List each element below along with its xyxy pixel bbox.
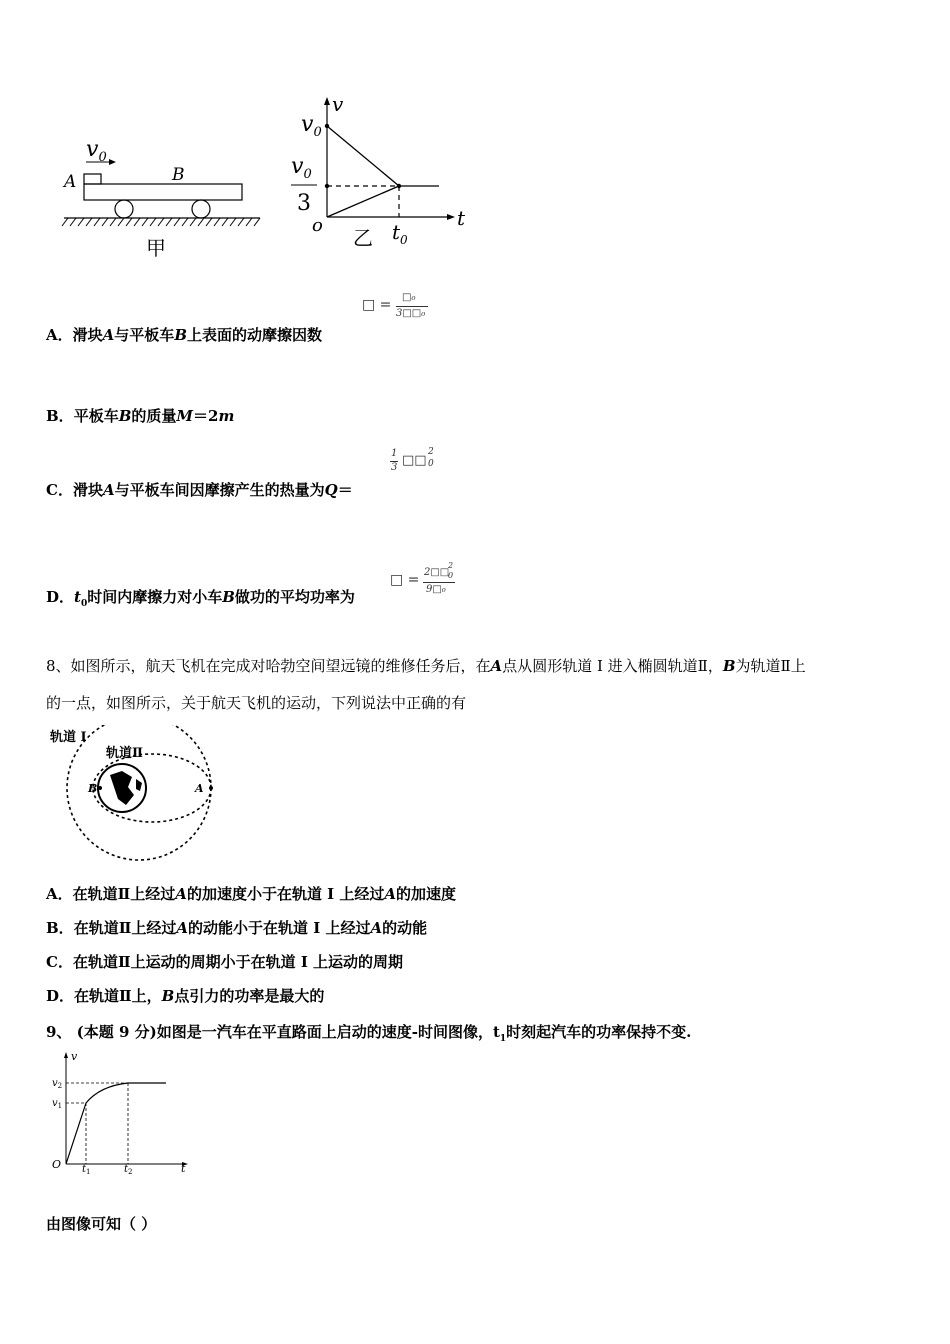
q9-v-arrowhead	[64, 1052, 68, 1058]
point-B-dot	[98, 786, 102, 790]
board-B	[84, 184, 242, 200]
q9-vt-graph	[48, 1048, 198, 1178]
yi-v-arrowhead	[324, 97, 330, 105]
yi-B-line	[327, 186, 399, 217]
figure-yi	[285, 95, 475, 255]
orbit1-label: 轨道 I	[50, 730, 87, 745]
q8-stem-line2: 的一点，如图所示，关于航天飞机的运动，下列说法中正确的有	[46, 694, 467, 712]
point-A-label: A	[195, 782, 204, 795]
q8-stem-line1: 8、如图所示，航天飞机在完成对哈勃空间望远镜的维修任务后，在A点从圆形轨道 I 进入椭圆轨道Ⅱ，B为轨道Ⅱ上	[46, 657, 806, 675]
formula-A-lhs: □ =	[362, 297, 392, 313]
q9-t1-label: t1	[82, 1164, 91, 1176]
point-B-label: B	[88, 782, 98, 795]
block-A	[84, 174, 101, 184]
formula-D-den: 9□₀	[426, 584, 446, 595]
jia-caption: 甲	[146, 236, 166, 260]
q9-t2-label: t2	[124, 1164, 133, 1176]
q7-option-A[interactable]: A．滑块A与平板车B上表面的动摩擦因数	[46, 326, 323, 344]
formula-A-num: □₀	[402, 292, 416, 303]
orbit2-label: 轨道Ⅱ	[106, 746, 143, 761]
q9-stem: 9、 (本题 9 分)如图是一汽车在平直路面上启动的速度-时间图像，$t_1$时刻起汽车的功率保持不变.	[46, 1023, 692, 1044]
q9-v2-label: v2	[52, 1078, 63, 1090]
formula-C-sup: 2	[428, 447, 434, 457]
q8-option-B[interactable]: B．在轨道Ⅱ上经过A的动能小于在轨道 I 上经过A的动能	[46, 919, 428, 937]
wheel-left	[115, 200, 133, 218]
q8-option-C[interactable]: C．在轨道Ⅱ上运动的周期小于在轨道 I 上运动的周期	[46, 953, 404, 971]
point-A-dot	[209, 786, 213, 790]
yi-v0-label: $v_0$	[301, 112, 322, 140]
yi-meet-point	[397, 184, 401, 188]
q7-option-D[interactable]: D．$t_0$时间内摩擦力对小车B做功的平均功率为	[46, 588, 355, 609]
formula-D-num-sup: 2	[448, 561, 454, 570]
orbit-figure	[48, 725, 218, 865]
jia-B-label: B	[172, 165, 185, 185]
formula-D-bar	[423, 582, 455, 583]
formula-A	[362, 292, 432, 324]
jia-v0-label: $v_0$	[86, 137, 107, 165]
q9-v1-label: v1	[52, 1098, 63, 1110]
yi-origin: o	[312, 215, 323, 236]
q9-question: 由图像可知（ ）	[46, 1215, 157, 1233]
yi-v0third-num: $v_0$	[291, 154, 312, 182]
yi-caption: 乙	[353, 226, 373, 250]
yi-v0third-den: 3	[297, 191, 311, 216]
formula-D-num: 2□□	[424, 567, 450, 578]
yi-A-line	[327, 126, 399, 186]
formula-D-lhs: □ =	[390, 572, 420, 588]
formula-C	[390, 447, 440, 478]
formula-C-sub: 0	[428, 459, 434, 469]
q9-t-label: t	[181, 1162, 186, 1175]
wheel-right	[192, 200, 210, 218]
formula-D	[390, 561, 470, 599]
ground-hatch	[62, 218, 260, 226]
yi-t-label: t	[457, 206, 466, 230]
formula-A-den: 3□□₀	[396, 308, 426, 319]
jia-v0-arrowhead	[109, 159, 116, 165]
yi-t0-label: $t_0$	[392, 220, 408, 247]
formula-C-num: 1	[391, 448, 398, 459]
q9-v-label: v	[71, 1050, 78, 1063]
formula-C-den: 3	[391, 462, 398, 473]
q7-option-C[interactable]: C．滑块A与平板车间因摩擦产生的热量为Q＝	[46, 481, 353, 499]
figure-jia	[60, 130, 270, 265]
formula-A-bar	[396, 306, 428, 307]
jia-A-label: A	[64, 172, 77, 192]
q8-option-A[interactable]: A．在轨道Ⅱ上经过A的加速度小于在轨道 I 上经过A的加速度	[46, 885, 457, 903]
formula-C-rest: □□	[402, 453, 427, 468]
formula-D-num-sub: 0	[448, 571, 454, 580]
yi-t-arrowhead	[447, 214, 455, 220]
q7-option-B[interactable]: B．平板车B的质量M＝2m	[46, 407, 235, 425]
q9-velocity-curve	[66, 1083, 166, 1164]
yi-v-label: v	[332, 95, 344, 116]
q9-origin: O	[52, 1158, 62, 1171]
q8-option-D[interactable]: D．在轨道Ⅱ上，B点引力的功率是最大的	[46, 987, 325, 1005]
